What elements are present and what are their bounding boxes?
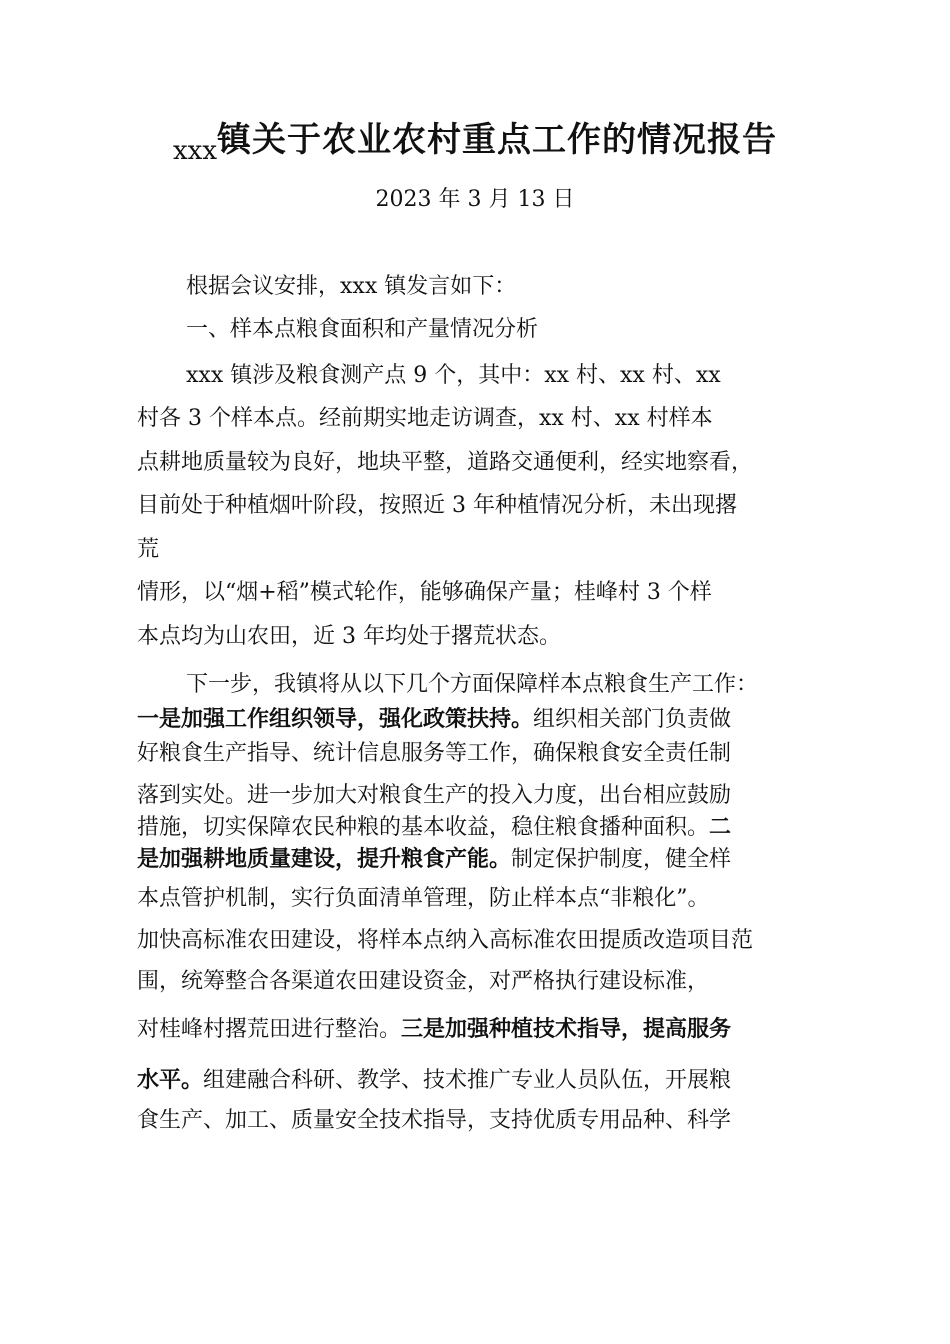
- paragraph-line: xxx 镇涉及粮食测产点 9 个，其中：xx 村、xx 村、xx: [186, 363, 721, 388]
- paragraph-line: 点耕地质量较为良好，地块平整，道路交通便利，经实地察看，: [137, 450, 754, 475]
- paragraph-line: 本点管护机制，实行负面清单管理，防止样本点“非粮化”。: [137, 886, 710, 911]
- paragraph-line: 目前处于种植烟叶阶段，按照近 3 年种植情况分析，未出现撂: [137, 493, 737, 518]
- document-date: 2023 年 3 月 13 日: [375, 187, 575, 212]
- document-title: [0, 112, 950, 166]
- point2-text-end: 对桂峰村撂荒田进行整治。: [137, 1017, 402, 1042]
- paragraph-line: [137, 813, 731, 843]
- paragraph-line: [137, 705, 731, 735]
- title-main: 镇关于农业农村重点工作的情况报告: [217, 120, 777, 160]
- point3-heading-end: 水平。: [137, 1068, 204, 1093]
- paragraph-line: 荒: [137, 537, 160, 562]
- paragraph-line: 村各 3 个样本点。经前期实地走访调查，xx 村、xx 村样本: [137, 406, 713, 431]
- paragraph-line: 围，统筹整合各渠道农田建设资金，对严格执行建设标准，: [137, 969, 710, 994]
- section-heading: 一、样本点粮食面积和产量情况分析: [186, 317, 539, 342]
- point2-heading-start: 二: [709, 815, 732, 840]
- paragraph-line: 好粮食生产指导、统计信息服务等工作，确保粮食安全责任制: [137, 741, 732, 766]
- paragraph-line: 加快高标准农田建设，将样本点纳入高标准农田提质改造项目范: [137, 928, 754, 953]
- paragraph-line: 落到实处。进一步加大对粮食生产的投入力度，出台相应鼓励: [137, 783, 732, 808]
- title-prefix: xxx: [173, 136, 217, 166]
- point3-text: 组建融合科研、教学、技术推广专业人员队伍，开展粮: [203, 1068, 732, 1093]
- point1-heading: 一是加强工作组织领导，强化政策扶持。: [137, 707, 534, 732]
- paragraph-line: 本点均为山农田，近 3 年均处于撂荒状态。: [137, 624, 561, 649]
- paragraph-line: [137, 1015, 731, 1045]
- point1-text-end: 措施，切实保障农民种粮的基本收益，稳住粮食播种面积。: [137, 815, 710, 840]
- point1-text: 组织相关部门负责做: [533, 707, 732, 732]
- paragraph-line: 情形，以“烟+稻”模式轮作，能够确保产量；桂峰村 3 个样: [137, 580, 712, 605]
- point3-heading: 三是加强种植技术指导，提高服务: [401, 1017, 732, 1042]
- paragraph-line: [137, 1066, 731, 1096]
- paragraph-line: 食生产、加工、质量安全技术指导，支持优质专用品种、科学: [137, 1108, 732, 1133]
- paragraph-line: 下一步，我镇将从以下几个方面保障样本点粮食生产工作：: [186, 672, 759, 697]
- point2-heading: 是加强耕地质量建设，提升粮食产能。: [137, 847, 512, 872]
- intro-paragraph: 根据会议安排，xxx 镇发言如下：: [186, 274, 517, 299]
- paragraph-line: [137, 845, 731, 875]
- point2-text: 制定保护制度，健全样: [511, 847, 732, 872]
